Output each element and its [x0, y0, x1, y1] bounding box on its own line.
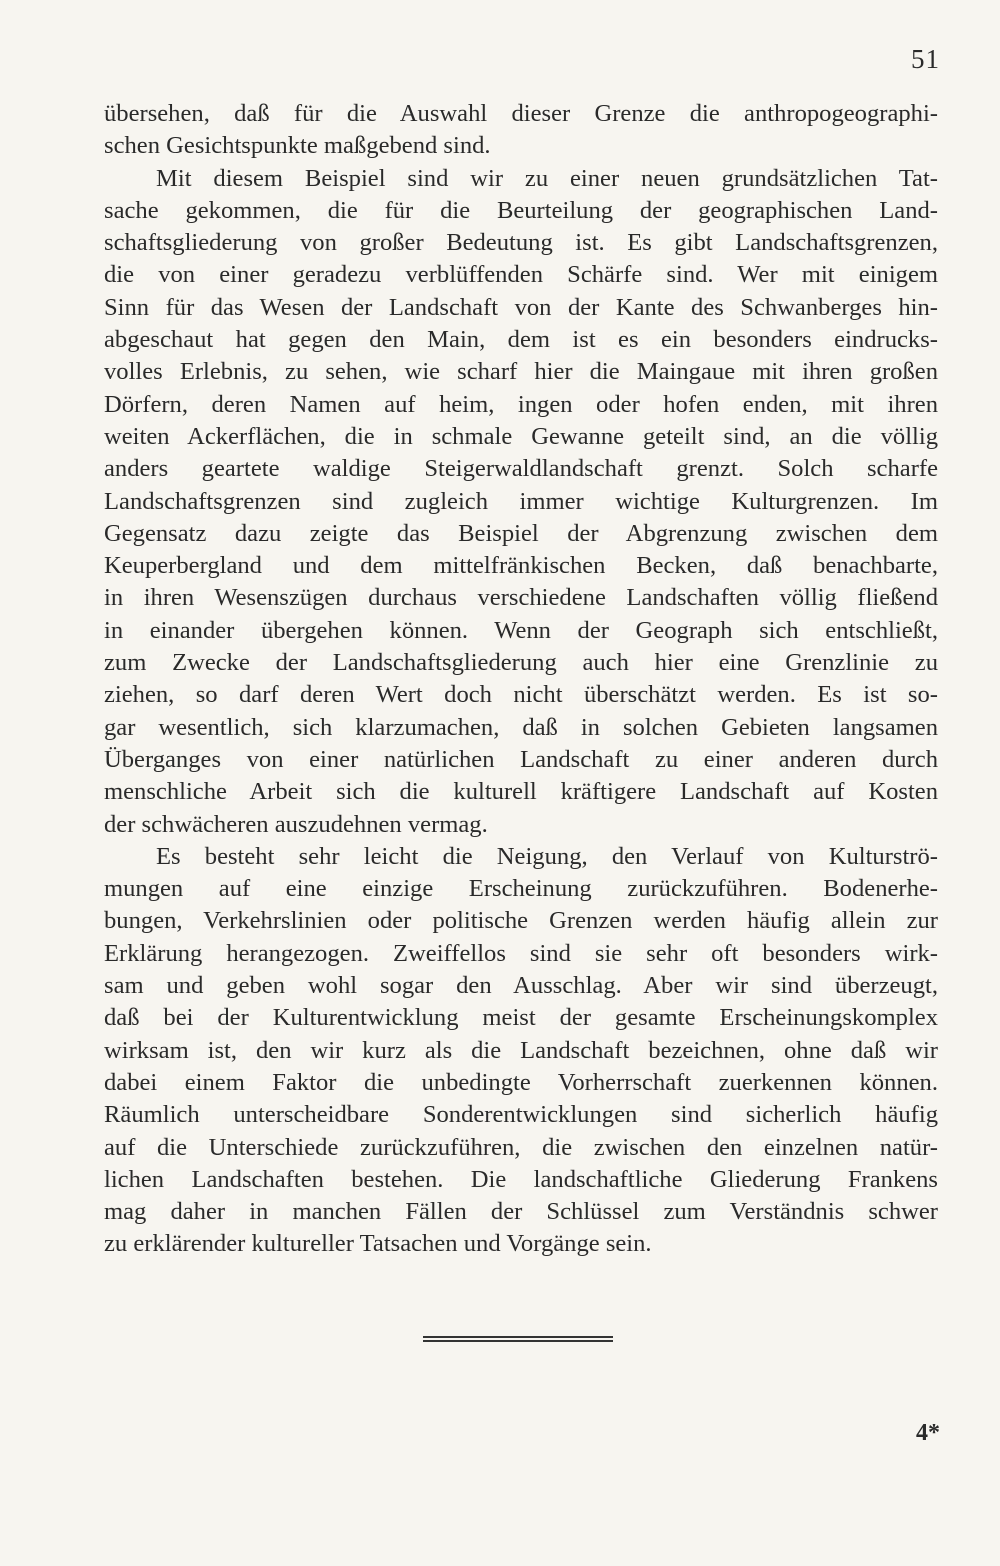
text-line: Überganges von einer natürlichen Landschaft zu einer anderen durch: [104, 745, 938, 773]
text-line: Gegensatz dazu zeigte das Beispiel der Abgrenzung zwischen dem: [104, 519, 938, 547]
text-line: schaftsgliederung von großer Bedeutung ist. Es gibt Landschaftsgrenzen,: [104, 229, 938, 257]
text-line: wirksam ist, den wir kurz als die Landschaft bezeichnen, ohne daß wir: [104, 1036, 938, 1064]
text-line: auf die Unterschiede zurückzuführen, die zwischen den einzelnen natür-: [104, 1133, 938, 1161]
paragraph: [104, 163, 938, 841]
signature-mark: 4*: [916, 1420, 940, 1446]
text-line: in ihren Wesenszügen durchaus verschiedene Landschaften völlig fließend: [104, 584, 938, 612]
text-line: ziehen, so darf deren Wert doch nicht überschätzt werden. Es ist so-: [104, 681, 938, 709]
text-line: Dörfern, deren Namen auf heim, ingen oder hofen enden, mit ihren: [104, 390, 938, 418]
text-line: Landschaftsgrenzen sind zugleich immer wichtige Kulturgrenzen. Im: [104, 487, 938, 515]
text-line: sam und geben wohl sogar den Ausschlag. Aber wir sind überzeugt,: [104, 972, 938, 1000]
text-line: bungen, Verkehrslinien oder politische Grenzen werden häufig allein zur: [104, 907, 938, 935]
text-line: zum Zwecke der Landschaftsgliederung auch hier eine Grenzlinie zu: [104, 649, 938, 677]
page-number: 51: [911, 44, 940, 74]
text-line: der schwächeren auszudehnen vermag.: [104, 810, 488, 838]
section-end-rule: [423, 1336, 613, 1342]
text-line: Erklärung herangezogen. Zweiffellos sind sie sehr oft besonders wirk-: [104, 939, 938, 967]
paragraph: [104, 98, 938, 163]
text-line: schen Gesichtspunkte maßgebend sind.: [104, 132, 491, 160]
text-line: gar wesentlich, sich klarzumachen, daß in solchen Gebieten langsamen: [104, 713, 938, 741]
text-line: zu erklärender kultureller Tatsachen und Vorgänge sein.: [104, 1230, 652, 1258]
text-line: die von einer geradezu verblüffenden Schärfe sind. Wer mit einigem: [104, 261, 938, 289]
text-line: Räumlich unterscheidbare Sonderentwicklungen sind sicherlich häufig: [104, 1101, 938, 1129]
body-text: [104, 98, 938, 1261]
text-line: menschliche Arbeit sich die kulturell kräftigere Landschaft auf Kosten: [104, 778, 938, 806]
text-line: weiten Ackerflächen, die in schmale Gewanne geteilt sind, an die völlig: [104, 422, 938, 450]
text-line: mag daher in manchen Fällen der Schlüssel zum Verständnis schwer: [104, 1198, 938, 1226]
text-line: Keuperbergland und dem mittelfränkischen Becken, daß benachbarte,: [104, 552, 938, 580]
text-line: mungen auf eine einzige Erscheinung zurückzuführen. Bodenerhe-: [104, 875, 938, 903]
text-line: Es besteht sehr leicht die Neigung, den Verlauf von Kulturströ-: [156, 842, 938, 870]
text-line: anders geartete waldige Steigerwaldlandschaft grenzt. Solch scharfe: [104, 455, 938, 483]
text-line: volles Erlebnis, zu sehen, wie scharf hier die Maingaue mit ihren großen: [104, 358, 938, 386]
paragraph: [104, 841, 938, 1261]
text-line: übersehen, daß für die Auswahl dieser Grenze die anthropogeographi-: [104, 100, 938, 127]
text-line: dabei einem Faktor die unbedingte Vorherrschaft zuerkennen können.: [104, 1068, 938, 1096]
text-line: lichen Landschaften bestehen. Die landschaftliche Gliederung Frankens: [104, 1165, 938, 1193]
text-line: sache gekommen, die für die Beurteilung der geographischen Land-: [104, 196, 938, 224]
text-line: in einander übergehen können. Wenn der Geograph sich entschließt,: [104, 616, 938, 644]
text-line: abgeschaut hat gegen den Main, dem ist es ein besonders eindrucks-: [104, 326, 938, 354]
text-line: Sinn für das Wesen der Landschaft von der Kante des Schwanberges hin-: [104, 293, 938, 321]
text-line: Mit diesem Beispiel sind wir zu einer neuen grundsätzlichen Tat-: [156, 164, 938, 192]
text-line: daß bei der Kulturentwicklung meist der gesamte Erscheinungskomplex: [104, 1004, 938, 1032]
